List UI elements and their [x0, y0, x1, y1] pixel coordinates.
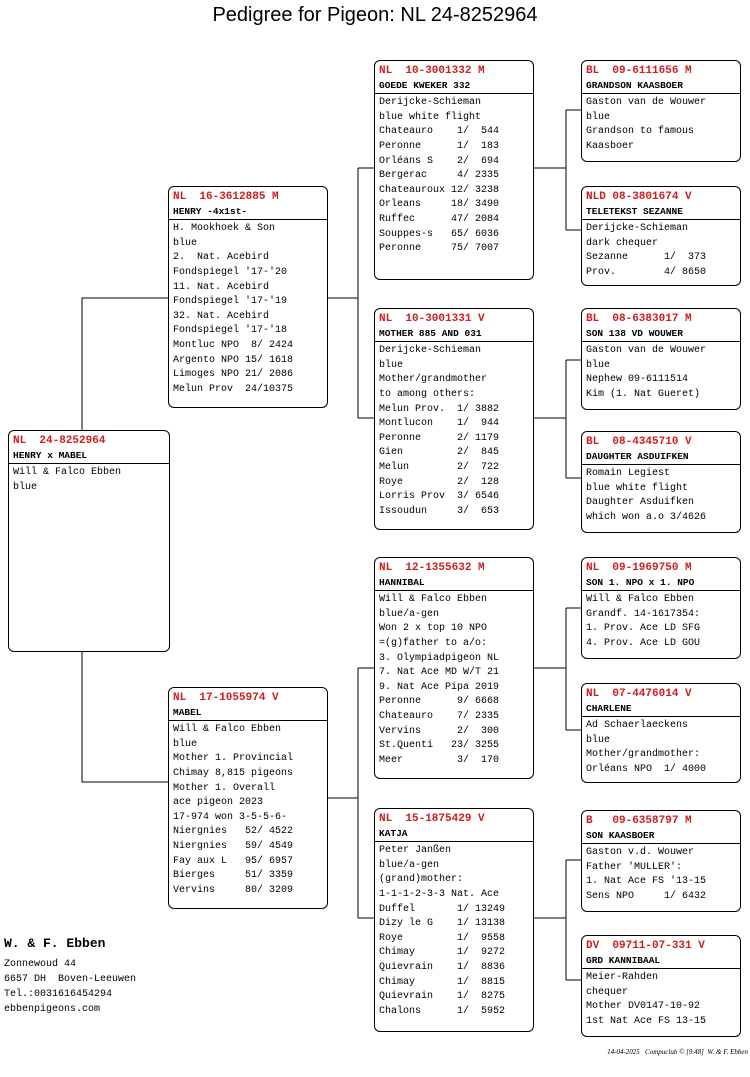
pigeon-line: blue	[13, 481, 38, 493]
pigeon-name: HANNIBAL	[375, 576, 533, 592]
pigeon-line: Derijcke-Schieman	[379, 97, 482, 109]
pigeon-line: Souppes-s 65/ 6036	[379, 228, 500, 240]
pigeon-line: H. Mookhoek & Son	[173, 223, 276, 235]
pigeon-line: Vervins 80/ 3209	[173, 884, 294, 896]
pigeon-line: Roye 2/ 128	[379, 476, 500, 488]
pigeon-line: Melun Prov 24/10375	[173, 383, 294, 395]
pigeon-line: Mother/grandmother	[379, 374, 488, 386]
pigeon-card-sire-sire-sire	[581, 60, 741, 162]
pigeon-line: Nephew 09-6111514	[586, 374, 689, 386]
pigeon-line: 1. Nat Ace FS '13-15	[586, 876, 707, 888]
pigeon-ring-number: NL 07-4476014 V	[586, 688, 692, 700]
pigeon-line: 17-974 won 3-5-5-6-	[173, 811, 288, 823]
pigeon-name: MOTHER 885 AND 031	[375, 327, 533, 343]
footer-credit: 14-04-2025 Compuclub © [9.48] W. & F. Ebben	[607, 1048, 748, 1056]
pigeon-line: Duffel 1/ 13249	[379, 903, 506, 915]
pigeon-line: Niergnies 59/ 4549	[173, 840, 294, 852]
pigeon-card-sire-sire	[374, 60, 534, 280]
pigeon-ring-number: NL 12-1355632 M	[379, 562, 485, 574]
pigeon-line: which won a.o 3/4626	[586, 511, 707, 523]
pigeon-line: 32. Nat. Acebird	[173, 310, 270, 322]
pigeon-line: Derijcke-Schieman	[379, 345, 482, 357]
pigeon-line: Chimay 1/ 9272	[379, 947, 506, 959]
pigeon-card-dam-dam-dam	[581, 935, 741, 1037]
pigeon-line: 1. Prov. Ace LD SFG	[586, 623, 701, 635]
pigeon-ring-number: DV 09711-07-331 V	[586, 940, 705, 952]
pigeon-line: Fondspiegel '17-'20	[173, 266, 288, 278]
pigeon-line: 1-1-1-2-3-3 Nat. Ace	[379, 888, 500, 900]
pigeon-card-dam-dam	[374, 808, 534, 1032]
pigeon-line: Ruffec 47/ 2084	[379, 213, 500, 225]
pigeon-card-dam-sire-dam	[581, 683, 741, 783]
pigeon-card-dam-sire-sire	[581, 557, 741, 659]
pigeon-line: Mother DV0147-10-92	[586, 1001, 701, 1013]
pigeon-card-sire-dam	[374, 308, 534, 530]
pigeon-line: Peronne 9/ 6668	[379, 696, 500, 708]
pigeon-line: 9. Nat Ace Pipa 2019	[379, 681, 500, 693]
pigeon-line: blue	[379, 359, 404, 371]
pigeon-card-sire	[168, 186, 328, 408]
pigeon-line: Issoudun 3/ 653	[379, 505, 500, 517]
pigeon-ring-number: NL 16-3612885 M	[173, 191, 279, 203]
pigeon-line: Bierges 51/ 3359	[173, 870, 294, 882]
pigeon-line: 3. Olympiadpigeon NL	[379, 652, 500, 664]
pigeon-card-dam-sire	[374, 557, 534, 779]
page-title: Pedigree for Pigeon: NL 24-8252964	[212, 4, 538, 26]
pigeon-line: Mother/grandmother:	[586, 749, 701, 761]
pigeon-line: Limoges NPO 21/ 2086	[173, 369, 294, 381]
pigeon-ring-number: BL 08-6383017 M	[586, 313, 692, 325]
owner-postal-line: 6657 DH Boven-Leeuwen	[4, 974, 137, 985]
pigeon-line: Mother 1. Provincial	[173, 753, 294, 765]
pigeon-line: Peter Janßen	[379, 845, 452, 857]
pigeon-line: Dizy le G 1/ 13138	[379, 918, 506, 930]
pigeon-line: blue	[586, 359, 611, 371]
pigeon-line: Will & Falco Ebben	[379, 594, 488, 606]
pigeon-line: chequer	[586, 986, 629, 998]
pigeon-line: blue	[586, 111, 611, 123]
pigeon-line: Niergnies 52/ 4522	[173, 826, 294, 838]
pigeon-line: Kim (1. Nat Gueret)	[586, 388, 701, 400]
pigeon-line: Quievrain 1/ 8275	[379, 991, 506, 1003]
pigeon-line: blue	[173, 237, 198, 249]
pigeon-line: Fondspiegel '17-'18	[173, 325, 288, 337]
pigeon-line: Melun Prov. 1/ 3882	[379, 403, 500, 415]
pigeon-line: Meier-Rahden	[586, 972, 659, 984]
pigeon-line: Gien 2/ 845	[379, 447, 500, 459]
pigeon-line: Sens NPO 1/ 6432	[586, 890, 707, 902]
pigeon-line: Roye 1/ 9558	[379, 932, 506, 944]
pigeon-name: GRANDSON KAASBOER	[582, 79, 740, 95]
pigeon-ring-number: NL 09-1969750 M	[586, 562, 692, 574]
pigeon-line: Argento NPO 15/ 1618	[173, 354, 294, 366]
pigeon-name: HENRY x MABEL	[9, 449, 169, 465]
pigeon-line: Montlucon 1/ 944	[379, 418, 500, 430]
pigeon-line: Quievrain 1/ 8836	[379, 961, 506, 973]
pigeon-line: =(g)father to a/o:	[379, 637, 488, 649]
pigeon-line: Orléans S 2/ 694	[379, 155, 500, 167]
pigeon-line: Chimay 8,815 pigeons	[173, 767, 294, 779]
pigeon-card-subject	[8, 430, 170, 652]
pigeon-line: Daughter Asduifken	[586, 497, 695, 509]
pigeon-line: Meer 3/ 170	[379, 754, 500, 766]
pigeon-card-dam-dam-sire	[581, 810, 741, 912]
pigeon-name: SON 1. NPO x 1. NPO	[582, 576, 740, 592]
pigeon-line: blue	[173, 738, 198, 750]
pigeon-line: Gaston van de Wouwer	[586, 97, 707, 109]
pigeon-card-sire-dam-dam	[581, 431, 741, 533]
pigeon-line: Grandf. 14-1617354:	[586, 608, 701, 620]
owner-address-line: Zonnewoud 44	[4, 959, 77, 970]
pigeon-name: TELETEKST SEZANNE	[582, 205, 740, 221]
pigeon-ring-number: NL 24-8252964	[13, 435, 106, 447]
pigeon-line: Melun 2/ 722	[379, 461, 500, 473]
pigeon-name: MABEL	[169, 706, 327, 722]
pigeon-line: Derijcke-Schieman	[586, 223, 689, 235]
pigeon-ring-number: NL 10-3001331 V	[379, 313, 485, 325]
pigeon-line: blue	[586, 734, 611, 746]
pigeon-line: Won 2 x top 10 NPO	[379, 623, 488, 635]
owner-website: ebbenpigeons.com	[4, 1004, 101, 1015]
pigeon-line: Chateauro 7/ 2335	[379, 710, 500, 722]
pigeon-line: 2. Nat. Acebird	[173, 252, 270, 264]
pigeon-ring-number: NL 15-1875429 V	[379, 813, 485, 825]
pigeon-name: GRD KANNIBAAL	[582, 954, 740, 970]
pigeon-line: Ad Schaerlaeckens	[586, 720, 689, 732]
pigeon-line: Peronne 75/ 7007	[379, 243, 500, 255]
pigeon-line: Kaasboer	[586, 140, 635, 152]
pigeon-ring-number: B 09-6358797 M	[586, 815, 692, 827]
pigeon-line: blue white flight	[586, 482, 689, 494]
pigeon-card-sire-sire-dam	[581, 186, 741, 286]
pigeon-line: 11. Nat. Acebird	[173, 281, 270, 293]
pigeon-ring-number: BL 08-4345710 V	[586, 436, 692, 448]
pigeon-line: (grand)mother:	[379, 874, 464, 886]
pigeon-ring-number: NL 17-1055974 V	[173, 692, 279, 704]
pigeon-line: Father 'MULLER':	[586, 861, 683, 873]
pigeon-line: dark chequer	[586, 237, 659, 249]
pigeon-line: St.Quenti 23/ 3255	[379, 740, 500, 752]
pigeon-card-sire-dam-sire	[581, 308, 741, 410]
pigeon-line: Bergerac 4/ 2335	[379, 170, 500, 182]
pigeon-name: CHARLENE	[582, 702, 740, 718]
pigeon-card-dam	[168, 687, 328, 909]
pigeon-name: SON KAASBOER	[582, 829, 740, 845]
pigeon-line: 4. Prov. Ace LD GOU	[586, 637, 701, 649]
pigeon-line: Romain Legiest	[586, 468, 671, 480]
pigeon-line: ace pigeon 2023	[173, 797, 264, 809]
pigeon-ring-number: BL 09-6111656 M	[586, 65, 692, 77]
pigeon-line: blue/a-gen	[379, 608, 440, 620]
pigeon-line: Prov. 4/ 8650	[586, 266, 707, 278]
pigeon-line: 7. Nat Ace MD W/T 21	[379, 667, 500, 679]
pigeon-line: Fondspiegel '17-'19	[173, 296, 288, 308]
pigeon-line: Mother 1. Overall	[173, 782, 276, 794]
pigeon-line: Montluc NPO 8/ 2424	[173, 339, 294, 351]
pigeon-name: KATJA	[375, 827, 533, 843]
pigeon-line: Peronne 2/ 1179	[379, 432, 500, 444]
pigeon-line: blue/a-gen	[379, 859, 440, 871]
pigeon-line: Peronne 1/ 183	[379, 140, 500, 152]
pigeon-line: Chateauro 1/ 544	[379, 126, 500, 138]
pigeon-line: Orléans NPO 1/ 4000	[586, 763, 707, 775]
pigeon-ring-number: NLD 08-3801674 V	[586, 191, 692, 203]
owner-name: W. & F. Ebben	[4, 936, 106, 951]
pigeon-line: Fay aux L 95/ 6957	[173, 855, 294, 867]
pigeon-line: Lorris Prov 3/ 6546	[379, 491, 500, 503]
pigeon-ring-number: NL 10-3001332 M	[379, 65, 485, 77]
pigeon-line: Will & Falco Ebben	[173, 724, 282, 736]
pigeon-name: HENRY -4x1st-	[169, 205, 327, 221]
pigeon-line: Gaston van de Wouwer	[586, 345, 707, 357]
pigeon-line: blue white flight	[379, 111, 482, 123]
pigeon-line: 1st Nat Ace FS 13-15	[586, 1015, 707, 1027]
pigeon-name: GOEDE KWEKER 332	[375, 79, 533, 95]
owner-info	[4, 936, 136, 1017]
pigeon-line: Sezanne 1/ 373	[586, 252, 707, 264]
owner-phone: Tel.:0031616454294	[4, 989, 113, 1000]
pigeon-line: Grandson to famous	[586, 126, 695, 138]
pigeon-line: Chateauroux 12/ 3238	[379, 184, 500, 196]
pigeon-line: Will & Falco Ebben	[13, 467, 122, 479]
pigeon-line: Vervins 2/ 300	[379, 725, 500, 737]
pigeon-line: Orleans 18/ 3490	[379, 199, 500, 211]
pigeon-line: Gaston v.d. Wouwer	[586, 847, 695, 859]
pigeon-line: Chimay 1/ 8815	[379, 976, 506, 988]
pigeon-name: DAUGHTER ASDUIFKEN	[582, 450, 740, 466]
pigeon-line: to among others:	[379, 388, 476, 400]
pigeon-name: SON 138 VD WOUWER	[582, 327, 740, 343]
pigeon-line: Chalons 1/ 5952	[379, 1005, 506, 1017]
pigeon-line: Will & Falco Ebben	[586, 594, 695, 606]
